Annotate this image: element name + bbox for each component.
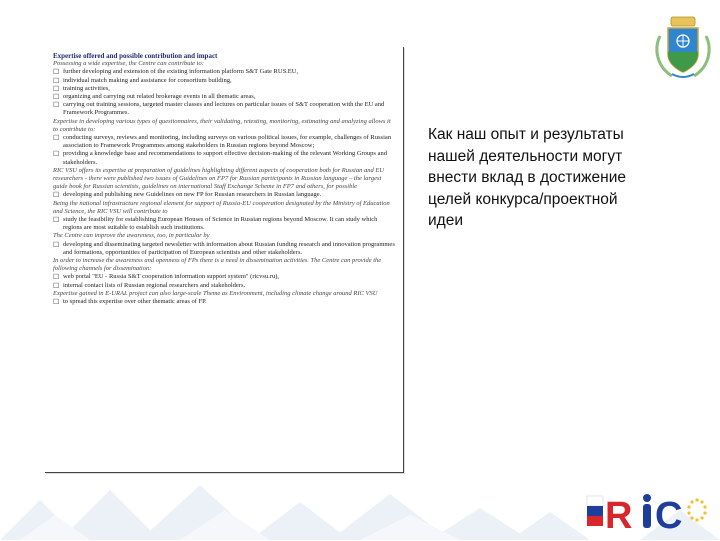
checkbox-icon: ☐ xyxy=(53,76,60,85)
list-item-text: providing a knowledge base and recommendations to support effective decision-making of the relevant Working Groups and stakeholders. xyxy=(63,150,387,166)
list-item xyxy=(53,134,397,150)
list-item xyxy=(53,241,397,257)
list-item xyxy=(53,77,397,85)
list-item-text: carrying out training sessions, targeted master classes and lectures on particular issues of S&T cooperation with the EU and Framework Programmes. xyxy=(63,101,385,117)
checkbox-icon: ☐ xyxy=(53,281,60,290)
document-paragraph: In order to increase the awareness and openness of FPs there is a need in dissemination activities. The Centre can provide the following channels for dissemination: xyxy=(53,257,382,273)
list-item-text: individual match making and assistance for consortium building, xyxy=(63,76,232,84)
checkbox-icon: ☐ xyxy=(53,298,60,307)
coat-of-arms-icon xyxy=(652,14,714,82)
list-item xyxy=(53,68,397,76)
list-item xyxy=(53,273,397,281)
checkbox-icon: ☐ xyxy=(53,273,60,282)
list-item-text: to spread this expertise over other thematic areas of FP. xyxy=(63,298,207,306)
list-item-text: developing and disseminating targeted newsletter with information about Russian funding research and innovation programmes and formations, opportunities of participation of European scientists and other stakeholders. xyxy=(63,240,395,256)
eu-stars-icon xyxy=(687,498,706,521)
list-item xyxy=(53,85,397,93)
list-item-text: further developing and extension of the existing information platform S&T Gate RUS.EU, xyxy=(63,68,299,76)
document-paragraph: Expertise in developing various types of questionnaires, their validating, retesting, monitoring, estimating and analyzing allows it to contribute to: xyxy=(53,117,391,133)
checkbox-icon: ☐ xyxy=(53,240,60,249)
slide-caption: Как наш опыт и результаты нашей деятельности могут внести вклад в достижение целей конкурса/проектной идеи xyxy=(428,126,626,229)
logo-letter-c: C xyxy=(655,495,683,536)
document-paragraph: RIC VSU offers its expertise at preparation of guidelines highlighting different aspects of cooperation both for Russian and EU researchers - there were published two issues of Guidelines on FP7 for Russian participants in Russian language – the largest guide book for Russian scientists, guidelines on international Staff Exchange Scheme in FP7 and others, for possible xyxy=(53,166,384,191)
checkbox-icon: ☐ xyxy=(53,216,60,225)
list-item-text: organizing and carrying out related brokerage events in all thematic areas, xyxy=(63,93,256,101)
checkbox-icon: ☐ xyxy=(53,101,60,110)
ric-logo xyxy=(585,486,713,536)
checkbox-icon: ☐ xyxy=(53,191,60,200)
list-item-text: developing and publishing new Guidelines on new FP for Russian researchers in Russian language. xyxy=(63,191,322,199)
checkbox-icon: ☐ xyxy=(53,150,60,159)
list-item xyxy=(53,101,397,117)
person-icon xyxy=(643,494,651,528)
list-item-text: study the feasibility for establishing European Houses of Science in Russian regions beyond Moscow. It can study which regions are most suitable to establish such institutions. xyxy=(63,216,378,232)
checkbox-icon: ☐ xyxy=(53,134,60,143)
list-item xyxy=(53,216,397,232)
document-paragraph: Expertise gained in E-URAL project can also large-scale Theme as Environment, including climate change around RIC VSU xyxy=(53,289,378,297)
document-paragraph: The Centre can improve the awareness, too, in particular by xyxy=(53,232,210,240)
checkbox-icon: ☐ xyxy=(53,68,60,77)
list-item xyxy=(53,150,397,166)
list-item-text: internal contact lists of Russian regional researchers and stakeholders. xyxy=(63,281,246,289)
list-item xyxy=(53,93,397,101)
document-scan xyxy=(45,47,404,473)
logo-letter-r: R xyxy=(605,495,633,536)
checkbox-icon: ☐ xyxy=(53,84,60,93)
list-item xyxy=(53,298,397,306)
list-item-text: training activities, xyxy=(63,84,110,92)
list-item xyxy=(53,282,397,290)
list-item-text: conducting surveys, reviews and monitoring, including surveys on various political issues, for example, challenges of Russian association to Framework Programmes among stakeholders in Russian regions beyond Moscow; xyxy=(63,134,392,150)
document-intro: Possessing a wide expertise, the Centre can contribute to: xyxy=(53,60,204,68)
document-title: Expertise offered and possible contribution and impact xyxy=(53,52,218,60)
list-item-text: web portal "EU - Russia S&T cooperation information support system" (ricvsu.ru), xyxy=(63,273,280,281)
document-paragraph: Being the national infrastructure regional element for support of Russia-EU cooperation designated by the Ministry of Education and Science, the RIC VSU will contribute to xyxy=(53,199,390,215)
list-item xyxy=(53,191,397,199)
checkbox-icon: ☐ xyxy=(53,93,60,102)
